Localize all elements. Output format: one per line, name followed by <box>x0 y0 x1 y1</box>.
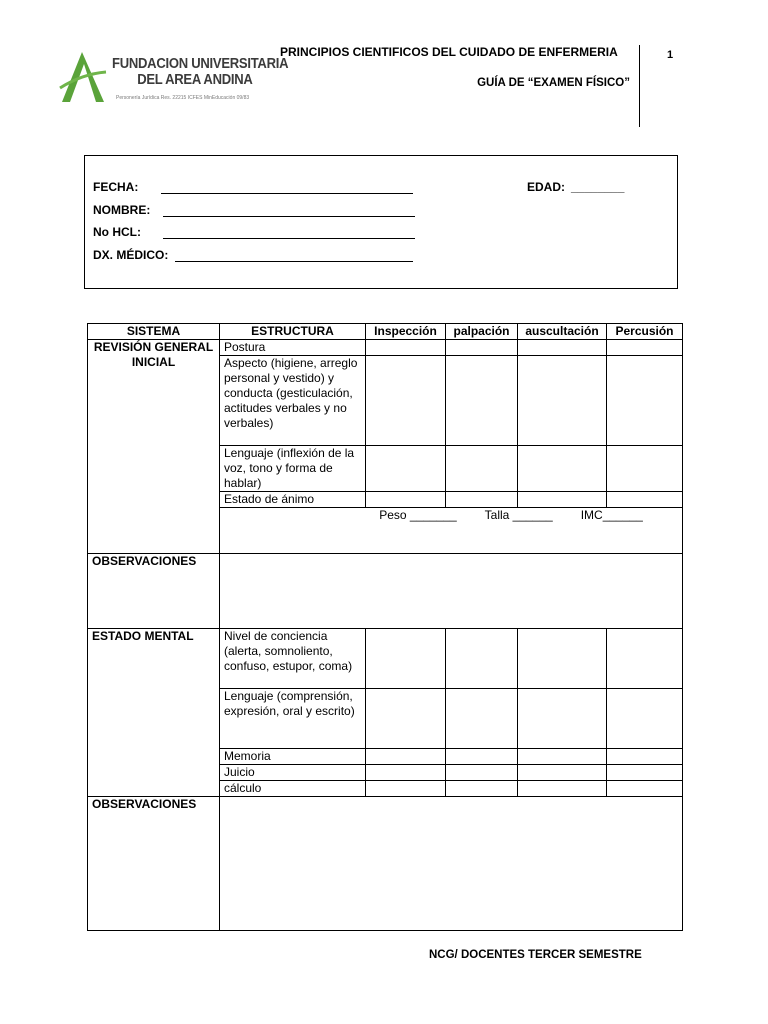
talla-field[interactable]: Talla ______ <box>484 508 553 522</box>
auscultacion-cell[interactable] <box>518 356 607 446</box>
exam-table <box>87 323 683 931</box>
palpacion-cell[interactable] <box>446 629 518 689</box>
palpacion-cell[interactable] <box>446 492 518 508</box>
inspeccion-cell[interactable] <box>366 689 446 749</box>
table-row <box>88 629 683 689</box>
inspeccion-cell[interactable] <box>366 446 446 492</box>
auscultacion-cell[interactable] <box>518 689 607 749</box>
page-number: 1 <box>667 49 674 61</box>
patient-info-box <box>84 155 678 289</box>
auscultacion-cell[interactable] <box>518 781 607 797</box>
header-inspeccion: Inspección <box>366 324 446 340</box>
header-sistema: SISTEMA <box>88 324 220 340</box>
observaciones-field[interactable] <box>220 554 683 629</box>
structure-cell: Aspecto (higiene, arreglo personal y vestido) y conducta (gesticulación, actitudes verbales y no verbales) <box>220 356 366 446</box>
hcl-label: No HCL: <box>93 225 141 239</box>
structure-cell: Estado de ánimo <box>220 492 366 508</box>
hcl-field[interactable] <box>163 238 415 239</box>
structure-cell: Nivel de conciencia (alerta, somnoliento, confuso, estupor, coma) <box>220 629 366 689</box>
auscultacion-cell[interactable] <box>518 340 607 356</box>
structure-cell: cálculo <box>220 781 366 797</box>
inspeccion-cell[interactable] <box>366 765 446 781</box>
palpacion-cell[interactable] <box>446 446 518 492</box>
auscultacion-cell[interactable] <box>518 749 607 765</box>
nombre-label: NOMBRE: <box>93 203 151 217</box>
dx-field[interactable] <box>175 261 413 262</box>
edad-label: EDAD: <box>527 180 565 194</box>
observations-row <box>88 554 683 629</box>
auscultacion-cell[interactable] <box>518 765 607 781</box>
header-palpacion: palpación <box>446 324 518 340</box>
structure-cell: Lenguaje (comprensión, expresión, oral y escrito) <box>220 689 366 749</box>
document-title: PRINCIPIOS CIENTIFICOS DEL CUIDADO DE ENFERMERIA <box>280 45 618 59</box>
structure-cell: Memoria <box>220 749 366 765</box>
percusion-cell[interactable] <box>607 356 683 446</box>
percusion-cell[interactable] <box>607 492 683 508</box>
header-estructura: ESTRUCTURA <box>220 324 366 340</box>
inspeccion-cell[interactable] <box>366 629 446 689</box>
auscultacion-cell[interactable] <box>518 629 607 689</box>
table-row <box>88 340 683 356</box>
palpacion-cell[interactable] <box>446 356 518 446</box>
structure-cell: Postura <box>220 340 366 356</box>
inspeccion-cell[interactable] <box>366 781 446 797</box>
system-estado-mental: ESTADO MENTAL <box>88 629 220 797</box>
measurements-cell <box>220 508 683 554</box>
fecha-field[interactable] <box>161 193 413 194</box>
university-logo <box>58 50 289 106</box>
inspeccion-cell[interactable] <box>366 492 446 508</box>
structure-cell: Lenguaje (inflexión de la voz, tono y forma de hablar) <box>220 446 366 492</box>
inspeccion-cell[interactable] <box>366 356 446 446</box>
logo-subtext: Personería Jurídica Res. 22215 ICFES MinEducación 09/83 <box>116 95 250 101</box>
dx-label: DX. MÉDICO: <box>93 248 169 262</box>
auscultacion-cell[interactable] <box>518 446 607 492</box>
percusion-cell[interactable] <box>607 689 683 749</box>
percusion-cell[interactable] <box>607 749 683 765</box>
inspeccion-cell[interactable] <box>366 749 446 765</box>
palpacion-cell[interactable] <box>446 689 518 749</box>
palpacion-cell[interactable] <box>446 340 518 356</box>
percusion-cell[interactable] <box>607 340 683 356</box>
observaciones-field[interactable] <box>220 797 683 931</box>
imc-field[interactable]: IMC______ <box>580 508 643 522</box>
header-percusion: Percusión <box>607 324 683 340</box>
palpacion-cell[interactable] <box>446 749 518 765</box>
palpacion-cell[interactable] <box>446 765 518 781</box>
structure-cell: Juicio <box>220 765 366 781</box>
logo-name: FUNDACION UNIVERSITARIA DEL AREA ANDINA <box>112 56 289 88</box>
inspeccion-cell[interactable] <box>366 340 446 356</box>
percusion-cell[interactable] <box>607 446 683 492</box>
peso-field[interactable]: Peso _______ <box>379 508 457 522</box>
document-subtitle: GUÍA DE “EXAMEN FÍSICO” <box>477 77 630 89</box>
percusion-cell[interactable] <box>607 765 683 781</box>
andina-logo-icon <box>58 50 108 104</box>
nombre-field[interactable] <box>163 216 415 217</box>
percusion-cell[interactable] <box>607 629 683 689</box>
palpacion-cell[interactable] <box>446 781 518 797</box>
observaciones-label: OBSERVACIONES <box>88 797 220 931</box>
percusion-cell[interactable] <box>607 781 683 797</box>
footer-text: NCG/ DOCENTES TERCER SEMESTRE <box>429 949 642 961</box>
table-header-row <box>88 324 683 340</box>
auscultacion-cell[interactable] <box>518 492 607 508</box>
header-divider <box>639 45 640 127</box>
observations-row <box>88 797 683 931</box>
edad-field[interactable]: ________ <box>571 180 625 194</box>
observaciones-label: OBSERVACIONES <box>88 554 220 629</box>
system-revision-general: REVISIÓN GENERAL INICIAL <box>88 340 220 554</box>
header-auscultacion: auscultación <box>518 324 607 340</box>
fecha-label: FECHA: <box>93 180 139 194</box>
